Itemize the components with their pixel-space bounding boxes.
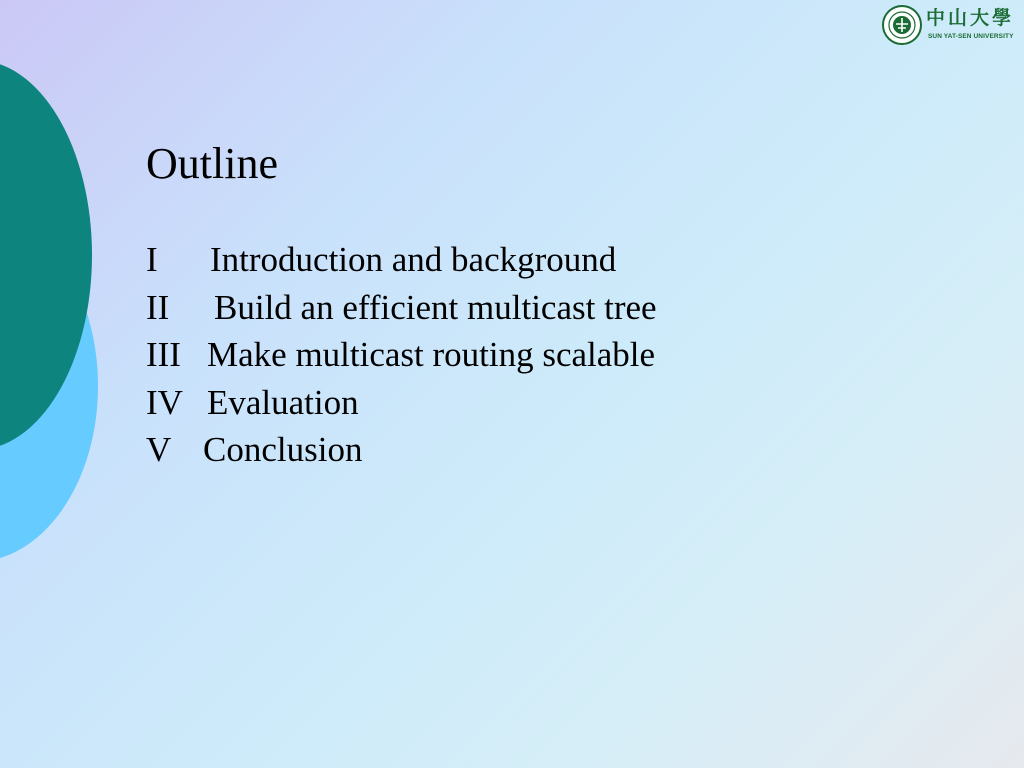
logo-chinese-name: 中山大學	[926, 7, 1015, 29]
outline-item-number: III	[146, 335, 181, 374]
slide-title: Outline	[146, 139, 278, 188]
outline-item-text: Evaluation	[207, 382, 359, 422]
outline-item-text: Introduction and background	[210, 240, 617, 279]
outline-item-number: II	[146, 287, 170, 327]
outline-item-text: Make multicast routing scalable	[207, 335, 656, 374]
university-logo	[882, 5, 1018, 45]
seal-icon	[882, 5, 922, 45]
outline-item-text: Build an efficient multicast tree	[214, 287, 657, 327]
outline-item-number: IV	[146, 382, 183, 422]
logo-english-name: SUN YAT-SEN UNIVERSITY	[928, 33, 1014, 40]
outline-item-number: I	[146, 240, 158, 279]
outline-item-number: V	[146, 430, 172, 469]
outline-item-text: Conclusion	[203, 430, 363, 469]
